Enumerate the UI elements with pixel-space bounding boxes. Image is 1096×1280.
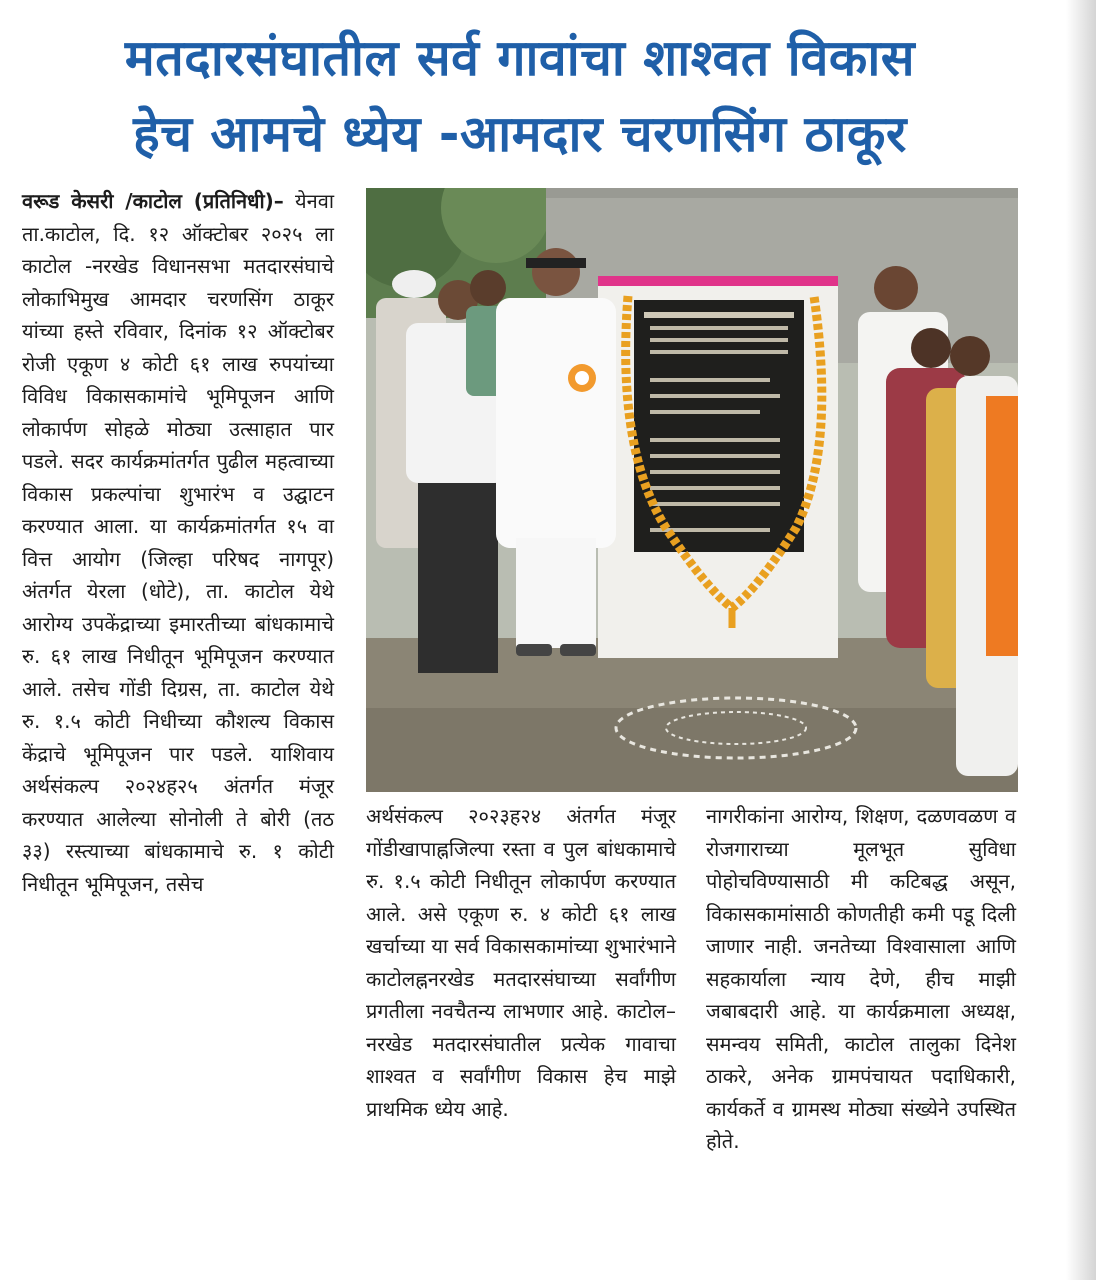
headline	[20, 20, 1020, 172]
article-column-2	[366, 800, 676, 1125]
headline-line-1: मतदारसंघातील सर्व गावांचा शाश्वत विकास	[124, 29, 916, 87]
page-edge-shadow	[1066, 0, 1096, 1280]
headline-line-2: हेच आमचे ध्येय -आमदार चरणसिंग ठाकूर	[133, 105, 907, 163]
article-column-3	[706, 800, 1016, 1158]
article-text-col1: येनवा ता.काटोल, दि. १२ ऑक्टोबर २०२५ ला काटोल -नरखेड विधानसभा मतदारसंघाचे लोकाभिमुख आमदार चरणसिंग ठाकूर यांच्या हस्ते रविवार, दिनांक १२ ऑक्टोबर रोजी एकूण ४ कोटी ६१ लाख रुपयांच्या विविध विकासकामांचे भूमिपूजन आणि लोकार्पण सोहळे मोठ्या उत्साहात पार पडले. सदर कार्यक्रमांतर्गत पुढील महत्वाच्या विकास प्रकल्पांचा शुभारंभ व उद्घाटन करण्यात आला. या कार्यक्रमांतर्गत १५ वा वित्त आयोग (जिल्हा परिषद नागपूर) अंतर्गत येरला (धोटे), ता. काटोल येथे आरोग्य उपकेंद्राच्या इमारतीच्या बांधकामाचे रु. ६१ लाख निधीतून भूमिपूजन करण्यात आले. तसेच गोंडी दिग्रस, ता. काटोल येथे रु. १.५ कोटी निधीच्या कौशल्य विकास केंद्राचे भूमिपूजन पार पडले. याशिवाय अर्थसंकल्प २०२४ह२५ अंतर्गत मंजूर करण्यात आलेल्या सोनोली ते बोरी (तठ ३३) रस्त्याच्या बांधकामाचे रु. १ कोटी निधीतून भूमिपूजन, तसेच	[22, 189, 335, 896]
article-text-col3: नागरीकांना आरोग्य, शिक्षण, दळणवळण व रोजगाराच्या मूलभूत सुविधा पोहोचविण्यासाठी मी कटिबद्ध असून, विकासकामांसाठी कोणतीही कमी पडू दिली जाणार नाही. जनतेच्या विश्वासाला आणि सहकार्याला न्याय देणे, हीच माझी जबाबदारी आहे. या कार्यक्रमाला अध्यक्ष, समन्वय समिती, काटोल तालुका दिनेश ठाकरे, अनेक ग्रामपंचायत पदाधिकारी, कार्यकर्ते व ग्रामस्थ मोठ्या संख्येने उपस्थित होते.	[706, 804, 1016, 1153]
event-photo	[366, 188, 1018, 792]
article-text-col2: अर्थसंकल्प २०२३ह२४ अंतर्गत मंजूर गोंडीखापाह्नजिल्पा रस्ता व पुल बांधकामाचे रु. १.५ कोटी निधीतून लोकार्पण करण्यात आले. असे एकूण रु. ४ कोटी ६१ लाख खर्चाच्या या सर्व विकासकामांच्या शुभारंभाने काटोलह्ननरखेड मतदारसंघाच्या सर्वांगीण प्रगतीला नवचैतन्य लाभणार आहे. काटोल–नरखेड मतदारसंघातील प्रत्येक गावाचा शाश्वत व सर्वांगीण विकास हेच माझे प्राथमिक ध्येय आहे.	[366, 804, 676, 1121]
dateline: वरूड केसरी /काटोल (प्रतिनिधी)–	[22, 189, 284, 213]
article-column-1	[22, 185, 334, 900]
